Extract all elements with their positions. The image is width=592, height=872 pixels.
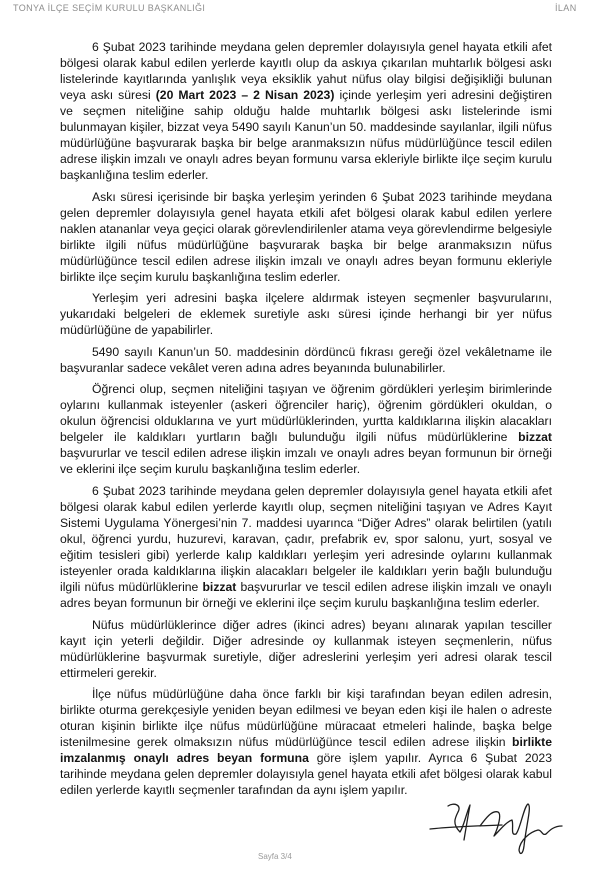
page-number: Sayfa 3/4 [258, 852, 292, 861]
text-segment: istenilmesine gerek olmaksızın nüfus müdürlüğünce tescil edilen adrese ilişkin [60, 735, 513, 750]
text-line: birlikte oturma gerekçesiyle yeniden beyan edilmesi ve beyan eden kişi ile halen o adreste [60, 703, 552, 718]
text-line: müdürlüğünce tescil edilen adrese ilişkin imzalı ve onaylı adres beyan formunu ekleriyle [60, 253, 552, 268]
paragraph [60, 39, 552, 183]
text-line: Sistemi Uygulama Yönergesi’nin 7. maddesi uyarınca “Diğer Adres” olarak belirtilen (yatılı [60, 515, 552, 530]
text-line: 6 Şubat 2023 tarihinde meydana gelen depremler dolayısıyla genel hayata etkili afet [92, 40, 552, 54]
paragraph [60, 381, 552, 477]
text-line: eğitim tesisleri gibi) yerlerde kalıp kaldıkları yerleşim yeri adresinde oylarını kullanmak [60, 547, 552, 562]
text-line: okulun öğrencisi olduklarına ve yurt müdürlüklerinden, yurtta kaldıklarına ilişkin alacakları [60, 414, 552, 429]
text-line: tarihinde meydana gelen depremler dolayısıyla genel hayata etkili afet bölgesi olarak kabul [60, 767, 552, 782]
issuing-authority: TONYA İLÇE SEÇİM KURULU BAŞKANLIĞI [13, 3, 206, 13]
text-segment: veya askı süresi [60, 88, 156, 102]
paragraph [60, 290, 552, 338]
emphasis-text: bizzat [518, 430, 552, 445]
text-segment: belgeler ile kaldıkları yurtların bağlı bulunduğu ilgili nüfus müdürlüklerine [60, 430, 519, 445]
text-line: isteyenler orada kaldıklarına ilişkin alacakları belgeler ile kaldıkları yerin bağlı bulunduğu [60, 563, 552, 578]
emphasis-text: (20 Mart 2023 – 2 Nisan 2023) [155, 88, 335, 102]
text-line: oturan kişinin birlikte ilçe nüfus müdürlüğüne müracaat etmeleri halinde, başka belge [60, 719, 552, 734]
paragraph [60, 686, 552, 798]
signature [428, 796, 568, 862]
paragraph [60, 344, 552, 376]
text-line: Askı süresi içerisinde bir başka yerleşim yerinden 6 Şubat 2023 tarihinde meydana [92, 189, 552, 204]
text-line [60, 429, 552, 445]
announcement-body [60, 39, 552, 804]
text-line [60, 87, 552, 103]
text-line: yukarıdaki belgeleri de eklemek suretiyle askı süresi içinde herhangi bir yer nüfus [60, 307, 552, 322]
text-line: oylarını kullanmak isteyenler (askeri öğrenciler hariç), öğrenim gördükleri okuldan, o [60, 398, 552, 413]
text-line: okul, öğrenci yurdu, huzurevi, karavan, çadır, prefabrik ev, spor salonu, yurt, sosyal ve [60, 531, 552, 546]
text-line: Nüfus müdürlüklerince diğer adres (ikinci adres) beyanı alınarak yapılan tesciller [92, 617, 552, 632]
text-line: listelerinde kayıtlarında yanlışlık veya eksiklik yahut nüfus olay bilgisi değişikliği bulunan [60, 72, 552, 86]
text-line [60, 734, 552, 750]
text-line: Yerleşim yeri adresini başka ilçelere aldırmak isteyen seçmenler başvurularını, [92, 291, 552, 306]
signature-stroke [480, 804, 562, 853]
text-line: gelen depremler dolayısıyla genel hayata etkili afet bölgesi olarak kabul edilen yerlere [60, 205, 552, 220]
text-line: müdürlüklerine başvurmak suretiyle, diğer adreslerini yerleşim yeri adresi olarak tescil [60, 649, 552, 664]
text-segment: içinde yerleşim yeri adresini değiştiren [334, 88, 553, 102]
text-line: müdürlüğüne de yapabilirler. [60, 323, 214, 338]
text-line: birlikte ilçe seçim kurulu başkanlığına teslim ederler. [60, 269, 341, 284]
text-line: bölgesi olarak kabul edilen yerlerde kayıtlı olup, seçmen niteliğini taşıyan ve Adres Kayıt [60, 499, 552, 514]
text-segment: ilgili nüfus müdürlüklerine [60, 579, 203, 594]
text-line: naklen atananlar veya geçici olarak görevlendirilenler atama veya görevlendirme belgesiyle [60, 221, 552, 236]
text-line: ve eklerini ilçe seçim kurulu başkanlığına teslim ederler. [60, 462, 361, 477]
text-line [60, 750, 552, 766]
emphasis-text: bizzat [202, 579, 237, 594]
text-line: İlçe nüfus müdürlüğüne daha önce farklı bir kişi tarafından beyan edilen adresin, [92, 687, 552, 702]
document-type-label: İLAN [555, 3, 577, 13]
text-line: birlikte ilgili nüfus müdürlüğüne başvurarak başka bir belge aranmaksızın nüfus [60, 237, 552, 252]
text-line: Öğrenci olup, seçmen niteliğini taşıyan ve öğrenim gördükleri yerleşim birimlerinde [92, 382, 552, 397]
text-line: müdürlüğüne başvurarak başka bir belge aranmaksızın nüfus müdürlüğünce tescil edilen [60, 136, 552, 150]
text-line: ettirmeleri gerekir. [60, 665, 157, 680]
emphasis-text: birlikte [512, 735, 552, 750]
paragraph [60, 483, 552, 611]
text-segment: göre işlem yapılır. Ayrıca 6 Şubat 2023 [308, 751, 552, 766]
text-line: 6 Şubat 2023 tarihinde meydana gelen depremler dolayısıyla genel hayata etkili afet [92, 483, 552, 498]
emphasis-text: imzalanmış onaylı adres beyan formuna [60, 751, 309, 766]
text-line: bölgesi olarak kabul edilen yerlerde kayıtlı olup da askıya çıkarılan muhtarlık bölgesi askı [60, 56, 552, 70]
text-line [60, 579, 552, 595]
signature-stroke [448, 804, 470, 840]
text-line: başvururlar ve tescil edilen adrese ilişkin imzalı ve onaylı adres beyan formunun bir örneği [60, 446, 552, 461]
text-line: adres beyan formunun bir örneği ve eklerini ilçe seçim kurulu başkanlığına teslim ederler. [60, 595, 540, 610]
text-line: kayıt için yeterli değildir. Diğer adresinde oy kullanmak isteyen seçmenlerin, nüfus [60, 633, 552, 648]
text-line: adrese ilişkin imzalı ve onaylı adres beyan formunu varsa ekleriyle birlikte ilçe seçim kurulu [60, 152, 552, 166]
text-line: 5490 sayılı Kanun’un 50. maddesinin dördüncü fıkrası gereği özel vekâletname ile [92, 344, 552, 359]
text-line: edilen yerlerde kayıtlı seçmenler tarafından da aynı işlem yapılır. [60, 783, 408, 798]
paragraph [60, 617, 552, 681]
text-line: başkanlığına teslim ederler. [60, 168, 209, 182]
text-segment: başvururlar ve tescil edilen adrese ilişkin imzalı ve onaylı [236, 579, 552, 594]
paragraph [60, 189, 552, 285]
text-line: bulunmayan kişiler, bizzat veya 5490 sayılı Kanun’un 50. maddesinde sayılanlar, ilgili nüfus [60, 120, 552, 134]
text-line: başvuranlar sadece vekâlet veren adına adres beyanında bulunabilirler. [60, 360, 446, 375]
text-line: ve seçmen niteliğine sahip olduğu halde muhtarlık bölgesi askı listelerinde ismi [60, 104, 552, 118]
